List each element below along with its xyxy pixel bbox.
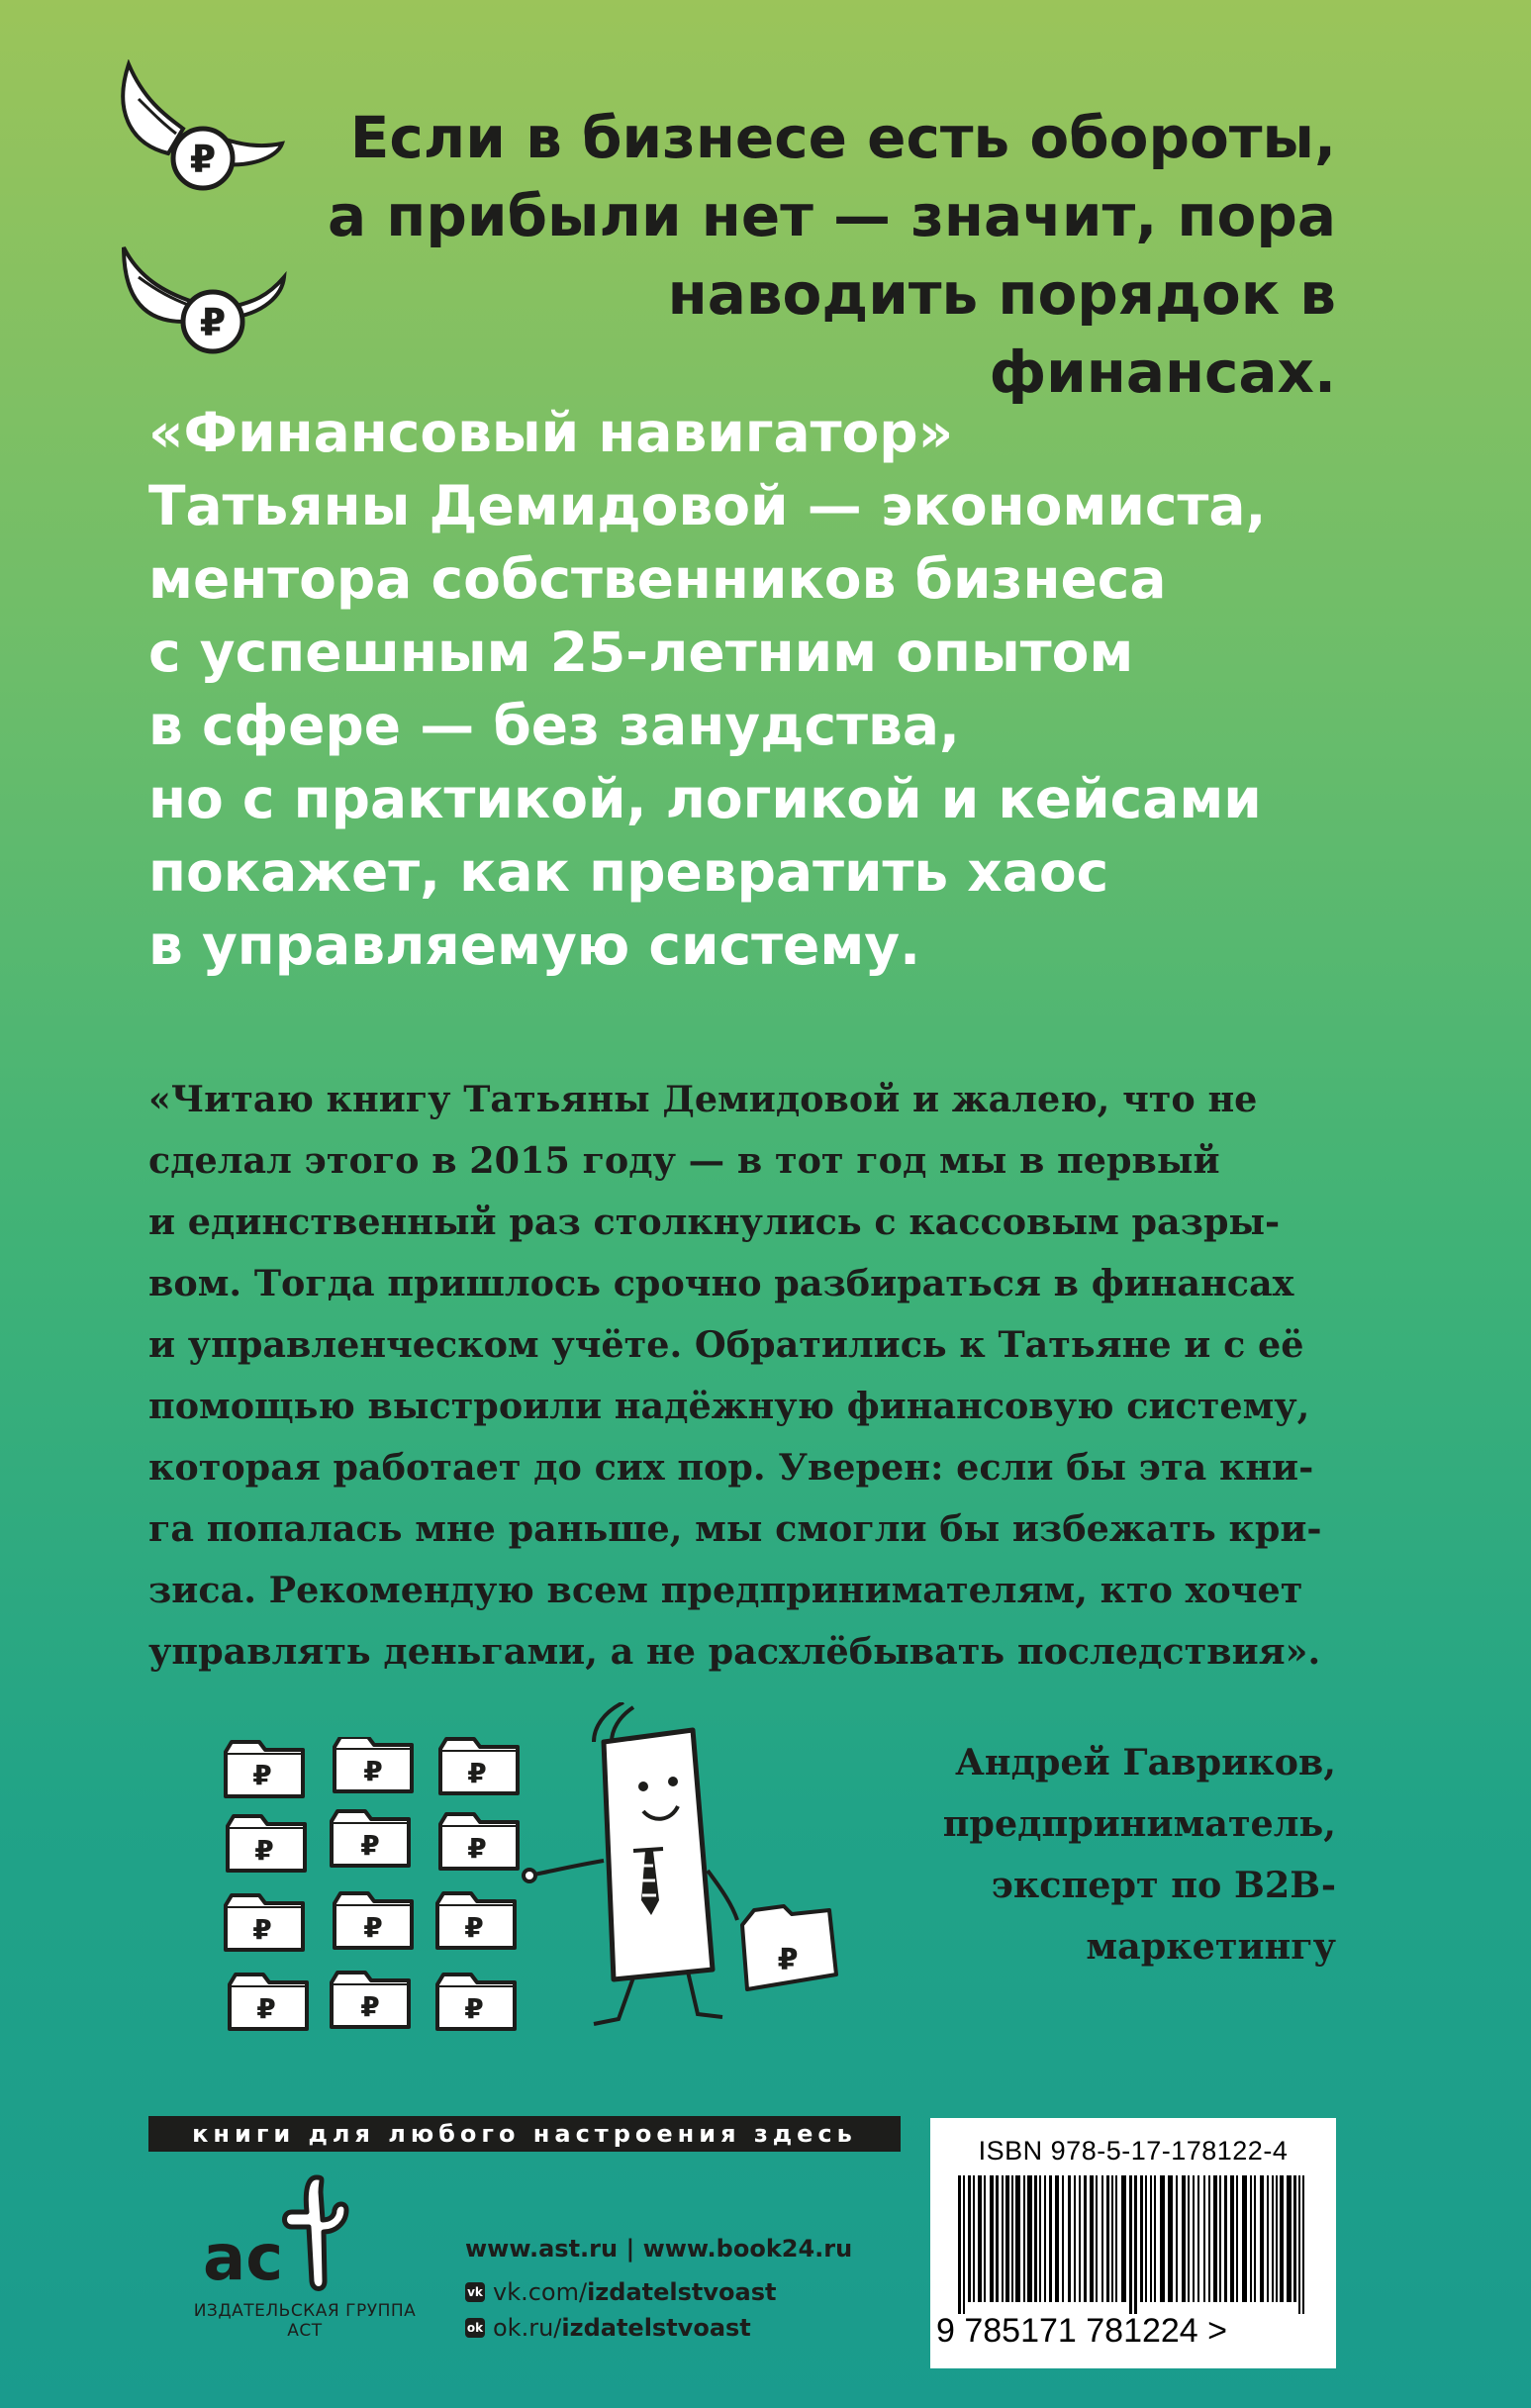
svg-text:₽: ₽ [256,1992,276,2025]
barcode-bar [1068,2175,1071,2302]
barcode-bar [1121,2175,1126,2302]
barcode-bar [1213,2175,1217,2302]
barcode-bar [1193,2175,1195,2302]
barcode-bar [1287,2175,1292,2302]
svg-text:₽: ₽ [252,1759,272,1791]
barcode-bar [1154,2175,1156,2302]
barcode-bar [996,2175,999,2302]
ruble-sign: ₽ [199,301,227,344]
barcode-bar [1230,2175,1234,2302]
barcode-bar [958,2175,961,2314]
slogan-banner: книги для любого настроения здесь [148,2116,901,2152]
isbn-barcode-block [930,2118,1336,2368]
barcode-bar [1176,2175,1178,2302]
barcode-bar [1293,2175,1296,2302]
vk-handle: izdatelstvoast [587,2278,777,2306]
vk-icon: vk [465,2282,485,2302]
svg-text:₽: ₽ [464,1911,484,1944]
barcode-bar [1034,2175,1037,2302]
barcode-bar [1090,2175,1094,2302]
barcode-bar [1129,2175,1132,2314]
barcode-bar [1224,2175,1227,2302]
barcode-bar [1011,2175,1013,2302]
barcode-bar [968,2175,971,2302]
cartoon-businessman-illustration [495,1702,851,2039]
folder-icon [228,1816,305,1871]
barcode-bar [1106,2175,1109,2302]
barcode-bar [1115,2175,1117,2302]
vk-prefix: vk.com/ [493,2278,588,2306]
barcode-bar [973,2175,975,2302]
barcode-bar [1027,2175,1032,2302]
barcode-bar [1055,2175,1059,2302]
ast-publisher-logo [198,2172,386,2296]
folder-icon [230,1975,307,2029]
vk-link[interactable] [465,2278,776,2306]
testimonial-quote: «Читаю книгу Татьяны Демидовой и жалею, что не сделал этого в 2015 году — в тот год мы в первый и единственный раз столкнулись с кассовым разры- вом. Тогда пришлось срочно разбираться в финансах и управленческом учёте. Обратились к Татьяне и с её помощью выстроили надёжную финансовую систему, которая работает до сих пор. Уверен: если бы эта кни- га попалась мне раньше, мы смогли бы избежать кри- зиса. Рекомендую всем предпринимателям, кто хочет управлять деньгами, а не расхлёбывать последствия». [148,1078,1322,1673]
barcode-bar [1074,2175,1076,2302]
svg-text:₽: ₽ [363,1755,383,1787]
barcode-bar [1182,2175,1186,2302]
svg-text:₽: ₽ [467,1832,487,1865]
barcode-bar [990,2175,994,2302]
barcode-bar [1208,2175,1210,2302]
ok-link[interactable] [465,2314,751,2342]
ok-prefix: ok.ru/ [493,2314,562,2342]
barcode-bar [1134,2175,1137,2314]
barcode-bar [1101,2175,1103,2302]
svg-text:₽: ₽ [777,1943,799,1977]
barcode-bar [1242,2175,1247,2302]
svg-text:₽: ₽ [252,1913,272,1946]
barcode-bar [1079,2175,1081,2302]
testimonial-author: Андрей Гавриков, предприниматель, эксперт по B2B- маркетингу [942,1741,1336,1968]
flying-ruble-coin-icon [114,238,292,366]
barcode-bar [1062,2175,1064,2302]
svg-text:₽: ₽ [360,1990,380,2023]
ok-handle: izdatelstvoast [561,2314,751,2342]
barcode-bar [1219,2175,1221,2302]
barcode-bar [1049,2175,1052,2302]
barcode-bar [1084,2175,1087,2302]
barcode-bar [1150,2175,1152,2302]
barcode-bar [1044,2175,1046,2302]
publisher-websites[interactable]: www.ast.ru | www.book24.ru [465,2235,853,2263]
barcode-bar [1280,2175,1284,2302]
ruble-folders-illustration [218,1737,534,2044]
svg-text:₽: ₽ [360,1829,380,1862]
folder-icon [332,1811,409,1866]
publisher-caption: ИЗДАТЕЛЬСКАЯ ГРУППА АСТ [193,2301,417,2341]
logo-text: ac [203,2222,284,2295]
barcode [958,2175,1309,2314]
barcode-bar [1267,2175,1269,2302]
barcode-bar [1197,2175,1199,2302]
svg-text:₽: ₽ [363,1911,383,1944]
barcode-bar [1023,2175,1025,2302]
barcode-bar [1160,2175,1165,2302]
barcode-bar [1276,2175,1278,2302]
folder-icon [226,1742,303,1796]
barcode-bar [1188,2175,1190,2302]
barcode-bar [1002,2175,1004,2302]
barcode-bar [1250,2175,1252,2302]
folder-icon [335,1893,412,1948]
flying-ruble-coin-icon [109,59,287,208]
folder-icon [742,1906,836,1989]
barcode-bar [1272,2175,1274,2302]
svg-text:₽: ₽ [254,1834,274,1867]
ok-icon: ok [465,2318,485,2338]
barcode-bar [1145,2175,1147,2302]
folder-icon [332,1973,409,2027]
barcode-bar [1236,2175,1238,2302]
barcode-bar [963,2175,965,2314]
barcode-bar [1111,2175,1113,2302]
isbn-label: ISBN 978-5-17-178122-4 [978,2136,1289,2166]
barcode-bar [1302,2175,1304,2314]
barcode-bar [1140,2175,1143,2302]
svg-text:₽: ₽ [464,1992,484,2025]
ruble-sign: ₽ [189,138,217,181]
barcode-digits: 9 785171 781224 > [936,2312,1228,2350]
barcode-bar [1203,2175,1205,2302]
barcode-bar [1298,2175,1300,2314]
svg-text:₽: ₽ [467,1757,487,1789]
barcode-bar [978,2175,982,2302]
barcode-bar [1015,2175,1020,2302]
barcode-bar [1168,2175,1173,2302]
barcode-bar [1254,2175,1256,2302]
barcode-bar [1096,2175,1098,2302]
barcode-bar [1260,2175,1264,2302]
barcode-bar [1005,2175,1009,2302]
folder-icon [226,1895,303,1950]
folder-icon [335,1737,412,1791]
lead-heading: Если в бизнесе есть обороты, а прибыли нет — значит, пора наводить порядок в финансах. [327,104,1336,406]
barcode-bar [984,2175,986,2302]
book-description: «Финансовый навигатор» Татьяны Демидовой — экономиста, ментора собственников бизнеса с успешным 25-летним опытом в сфере — без занудства, но с практикой, логикой и кейсами покажет, как превратить хаос в управляемую систему. [148,401,1267,977]
barcode-bar [1039,2175,1041,2302]
